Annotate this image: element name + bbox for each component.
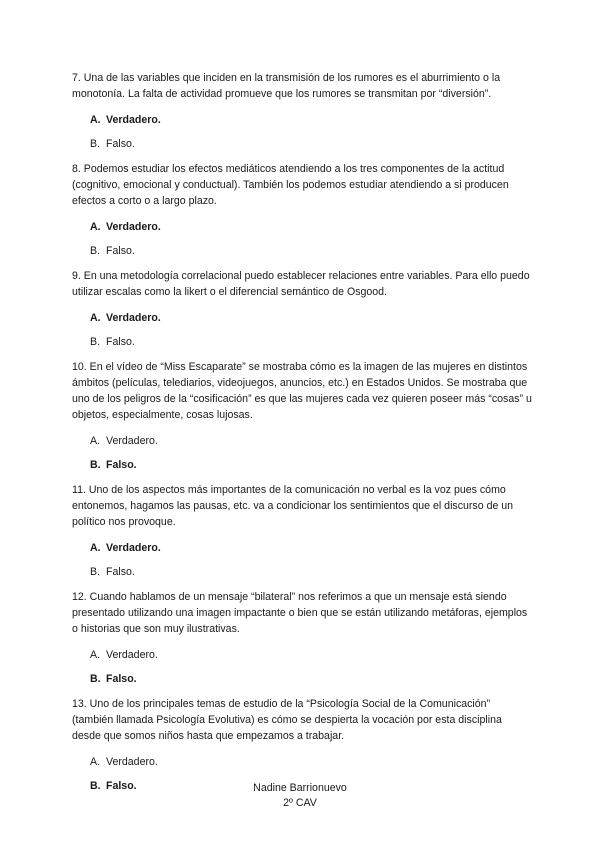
question-text: 7. Una de las variables que inciden en la transmisión de los rumores es el aburrimiento o la monotonía. La falta de actividad promueve que los rumores se transmitan por “diversión”.	[72, 72, 501, 100]
option-label: Verdadero.	[106, 435, 158, 447]
option-a	[72, 648, 532, 662]
option-label: Falso.	[106, 138, 135, 150]
question-text: 8. Podemos estudiar los efectos mediáticos atendiendo a los tres componentes de la actitud (cognitivo, emocional y conductual). También los podemos estudiar atendiendo a si producen efectos a corto o a largo plazo.	[72, 163, 509, 207]
option-letter: B.	[90, 138, 101, 150]
answer-options	[72, 311, 532, 349]
page-footer	[0, 781, 600, 811]
option-label: Falso.	[106, 780, 137, 792]
question-block	[72, 359, 532, 472]
option-letter: A.	[90, 756, 101, 768]
answer-options	[72, 648, 532, 686]
option-label: Falso.	[106, 336, 135, 348]
option-letter: B.	[90, 336, 101, 348]
option-label: Falso.	[106, 245, 135, 257]
option-a	[72, 434, 532, 448]
option-letter: A.	[90, 114, 101, 126]
question-text: 12. Cuando hablamos de un mensaje “bilateral” nos referimos a que un mensaje está siendo presentado utilizando una imagen impactante o bien que se están utilizando metáforas, ejemplos o historias que son muy ilustrativas.	[72, 591, 528, 635]
option-b	[72, 458, 532, 472]
option-letter: B.	[90, 673, 101, 685]
option-label: Falso.	[106, 566, 135, 578]
option-b	[72, 565, 532, 579]
option-b	[72, 672, 532, 686]
question-text: 10. En el vídeo de “Miss Escaparate” se mostraba cómo es la imagen de las mujeres en distintos ámbitos (películas, telediarios, videojuegos, anuncios, etc.) en Estados Unidos. Se mostraba que uno de los peligros de la “cosificación” es que las mujeres cada vez quieren poseer más “cosas” u objetos, especialmente, cosas lujosas.	[72, 361, 532, 421]
option-a	[72, 220, 532, 234]
option-letter: B.	[90, 780, 101, 792]
question-text: 9. En una metodología correlacional puedo establecer relaciones entre variables. Para ello puedo utilizar escalas como la likert o el diferencial semántico de Osgood.	[72, 270, 530, 298]
option-label: Verdadero.	[106, 312, 161, 324]
option-a	[72, 541, 532, 555]
option-a	[72, 113, 532, 127]
course-label: 2º CAV	[283, 797, 317, 809]
question-block	[72, 696, 532, 793]
option-a	[72, 755, 532, 769]
question-list	[72, 70, 532, 793]
option-letter: A.	[90, 312, 101, 324]
option-letter: A.	[90, 649, 101, 661]
option-label: Falso.	[106, 459, 137, 471]
option-letter: B.	[90, 245, 101, 257]
option-letter: A.	[90, 221, 101, 233]
option-label: Verdadero.	[106, 649, 158, 661]
option-letter: B.	[90, 459, 101, 471]
answer-options	[72, 113, 532, 151]
answer-options	[72, 434, 532, 472]
question-block	[72, 268, 532, 349]
option-label: Verdadero.	[106, 542, 161, 554]
option-label: Verdadero.	[106, 756, 158, 768]
option-label: Verdadero.	[106, 221, 161, 233]
option-label: Verdadero.	[106, 114, 161, 126]
answer-options	[72, 541, 532, 579]
question-block	[72, 589, 532, 686]
option-a	[72, 311, 532, 325]
question-text: 13. Uno de los principales temas de estudio de la “Psicología Social de la Comunicación” (también llamada Psicología Evolutiva) es cómo se despierta la vocación por esta disciplina desde que somos niños hasta que empezamos a trabajar.	[72, 698, 502, 742]
option-label: Falso.	[106, 673, 137, 685]
answer-options	[72, 220, 532, 258]
option-letter: A.	[90, 435, 101, 447]
author-name: Nadine Barrionuevo	[253, 782, 347, 794]
question-block	[72, 482, 532, 579]
question-block	[72, 161, 532, 258]
option-letter: B.	[90, 566, 101, 578]
option-letter: A.	[90, 542, 101, 554]
option-b	[72, 137, 532, 151]
question-text: 11. Uno de los aspectos más importantes de la comunicación no verbal es la voz pues cómo entonemos, hagamos las pausas, etc. va a condicionar los sentimientos que el discurso de un político nos provoque.	[72, 484, 514, 528]
document-page	[72, 70, 532, 803]
question-block	[72, 70, 532, 151]
option-b	[72, 335, 532, 349]
option-b	[72, 244, 532, 258]
